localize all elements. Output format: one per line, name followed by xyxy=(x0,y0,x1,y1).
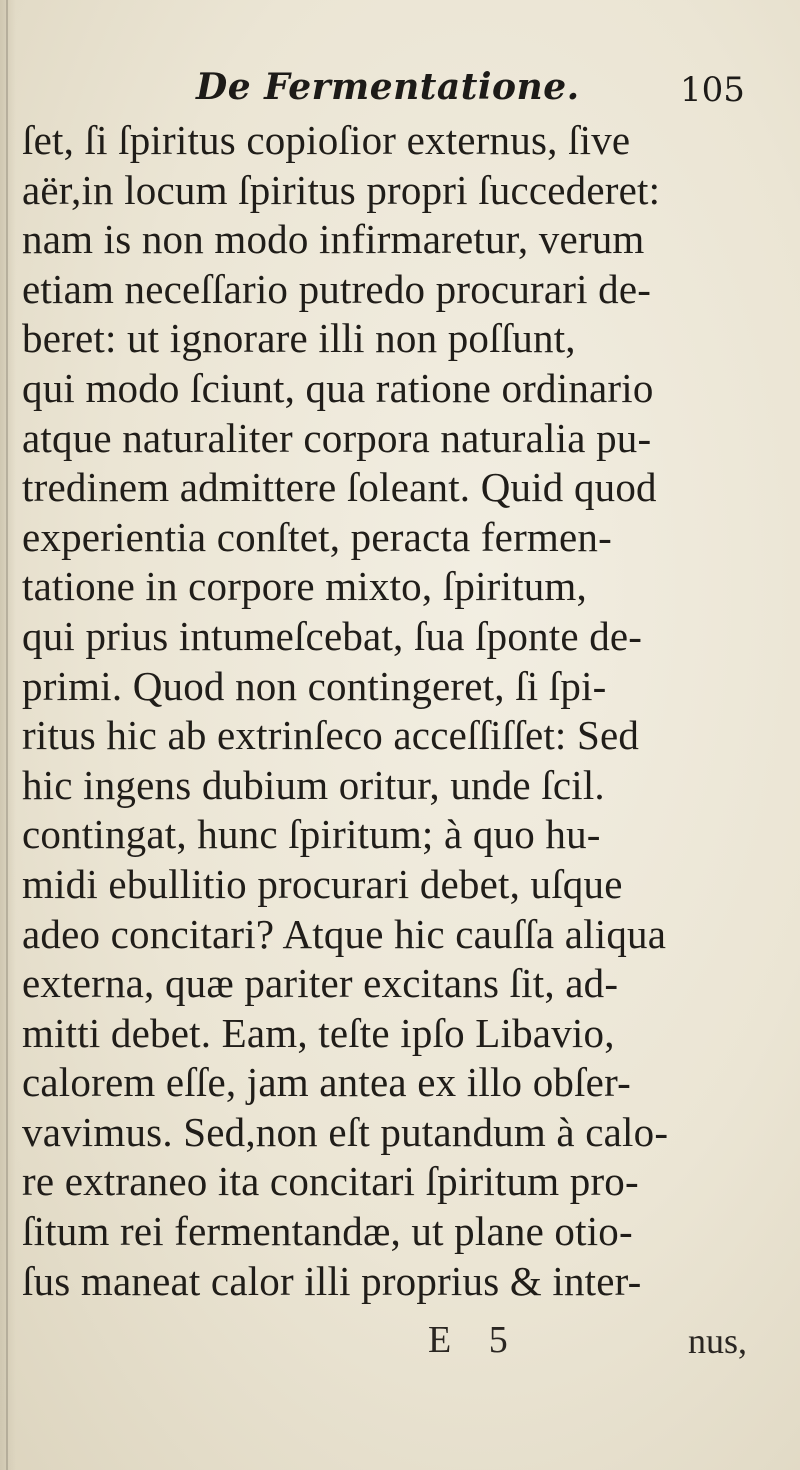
gutter-shadow xyxy=(0,0,16,1470)
text-line-11: qui prius intumeſcebat, ſua ſponte de- xyxy=(22,612,643,659)
text-line-24: ſus maneat calor illi proprius & inter- xyxy=(22,1257,642,1304)
text-line-2: aër,in locum ſpiritus propri ſuccederet: xyxy=(22,166,661,213)
text-line-3: nam is non modo infirmaretur, verum xyxy=(22,216,645,263)
text-line-1: ſet, ſi ſpiritus copioſior externus, ſive xyxy=(22,117,631,163)
text-line-8: tredinem admittere ſoleant. Quid quod xyxy=(22,464,657,511)
page-footer xyxy=(0,1318,800,1368)
running-head xyxy=(0,66,800,116)
text-line-10: tatione in corpore mixto, ſpiritum, xyxy=(22,563,587,610)
text-line-6: qui modo ſciunt, qua ratione ordinario xyxy=(22,364,654,411)
text-line-13: ritus hic ab extrinſeco acceſſiſſet: Sed xyxy=(22,712,640,759)
text-line-16: midi ebullitio procurari debet, uſque xyxy=(22,860,623,907)
catchword: nus, xyxy=(688,1321,748,1361)
text-line-17: adeo concitari? Atque hic cauſſa aliqua xyxy=(22,910,667,957)
body-text xyxy=(22,116,792,1306)
text-line-23: ſitum rei fermentandæ, ut plane otio- xyxy=(22,1208,633,1255)
text-line-19: mitti debet. Eam, teſte ipſo Libavio, xyxy=(22,1009,615,1056)
running-title: De Fermentatione. xyxy=(196,66,580,108)
text-line-20: calorem eſſe, jam antea ex illo obſer- xyxy=(22,1059,631,1106)
text-line-18: externa, quæ pariter excitans ſit, ad- xyxy=(22,960,619,1007)
text-line-22: re extraneo ita concitari ſpiritum pro- xyxy=(22,1158,639,1205)
signature-mark: E 5 xyxy=(428,1319,522,1361)
text-line-12: primi. Quod non contingeret, ſi ſpi- xyxy=(22,662,607,709)
text-line-4: etiam neceſſario putredo procurari de- xyxy=(22,265,652,312)
text-line-15: contingat, hunc ſpiritum; à quo hu- xyxy=(22,811,601,858)
text-line-21: vavimus. Sed,non eſt putandum à calo- xyxy=(22,1108,669,1155)
text-line-7: atque naturaliter corpora naturalia pu- xyxy=(22,414,652,461)
text-line-14: hic ingens dubium oritur, unde ſcil. xyxy=(22,761,605,808)
text-line-9: experientia conſtet, peracta fermen- xyxy=(22,513,612,560)
text-line-5: beret: ut ignorare illi non poſſunt, xyxy=(22,315,576,362)
page-number: 105 xyxy=(680,70,745,110)
gutter-line xyxy=(6,0,8,1470)
